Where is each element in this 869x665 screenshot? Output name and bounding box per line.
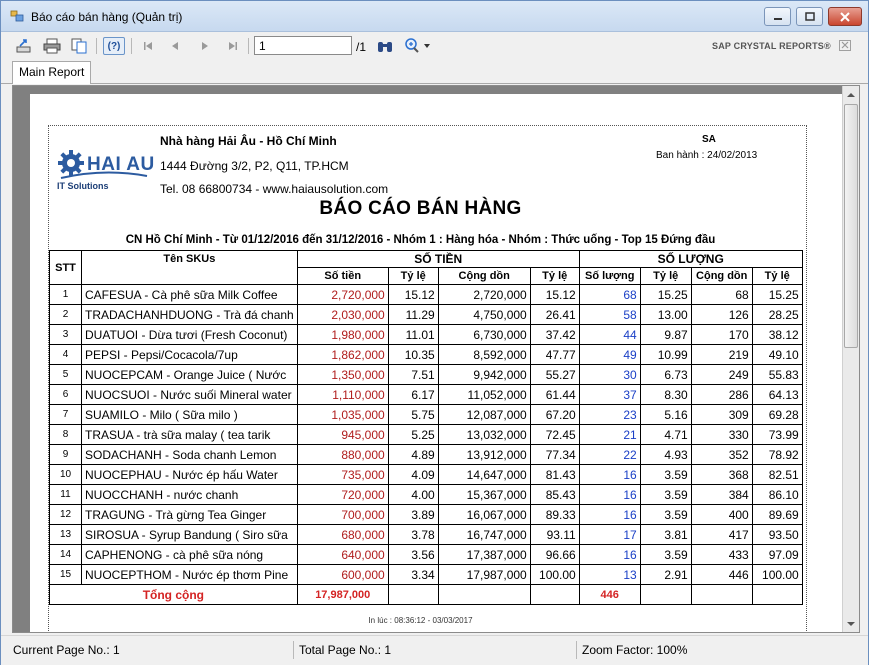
row-cumulative: 2,720,000: [438, 285, 530, 305]
print-button[interactable]: [42, 37, 62, 55]
printed-timestamp: In lúc : 08:36:12 - 03/03/2017: [368, 616, 473, 625]
report-subtitle: CN Hồ Chí Minh - Từ 01/12/2016 đến 31/12/2016 - Nhóm 1 : Hàng hóa - Nhóm : Thức uống - Top 15 Đứng đầu: [125, 234, 716, 246]
scroll-down-button[interactable]: [843, 615, 859, 632]
row-rate: 4.89: [388, 445, 438, 465]
row-qty-cumulative: 352: [691, 445, 752, 465]
row-qty-rate-cumulative: 89.69: [752, 505, 802, 525]
table-row: [50, 365, 803, 385]
copy-button[interactable]: [69, 37, 89, 55]
header-sku: Tên SKUs: [82, 251, 298, 285]
issued-date: Ban hành : 24/02/2013: [656, 150, 758, 161]
row-rate: 5.75: [388, 405, 438, 425]
row-stt: 15: [50, 565, 82, 585]
row-qty-rate: 4.71: [640, 425, 691, 445]
row-rate-cumulative: 72.45: [530, 425, 579, 445]
header-rate: Tỷ lệ: [388, 268, 438, 285]
close-window-button[interactable]: [828, 7, 862, 26]
row-cumulative: 16,747,000: [438, 525, 530, 545]
maximize-icon: [805, 12, 815, 22]
row-amount: 1,350,000: [297, 365, 388, 385]
row-rate-cumulative: 77.34: [530, 445, 579, 465]
row-qty-rate: 5.16: [640, 405, 691, 425]
table-row: [50, 405, 803, 425]
row-qty-rate: 6.73: [640, 365, 691, 385]
row-qty: 30: [579, 365, 640, 385]
row-qty-rate-cumulative: 49.10: [752, 345, 802, 365]
row-stt: 6: [50, 385, 82, 405]
header-qty: Số lượng: [579, 268, 640, 285]
row-stt: 1: [50, 285, 82, 305]
row-rate-cumulative: 55.27: [530, 365, 579, 385]
row-sku: NUOCEPCAM - Orange Juice ( Nước: [82, 365, 298, 385]
minimize-icon: [773, 12, 783, 22]
row-sku: SUAMILO - Milo ( Sữa milo ): [82, 405, 298, 425]
last-page-icon: [227, 40, 239, 52]
row-qty-rate-cumulative: 69.28: [752, 405, 802, 425]
row-qty: 16: [579, 505, 640, 525]
row-cumulative: 14,647,000: [438, 465, 530, 485]
row-stt: 5: [50, 365, 82, 385]
report-viewer: [12, 85, 860, 633]
row-qty: 16: [579, 465, 640, 485]
row-qty: 68: [579, 285, 640, 305]
vertical-scrollbar[interactable]: [842, 86, 859, 632]
row-sku: PEPSI - Pepsi/Cocacola/7up: [82, 345, 298, 365]
scroll-thumb[interactable]: [844, 104, 858, 348]
company-name: Nhà hàng Hải Âu - Hồ Chí Minh: [160, 134, 337, 148]
total-empty-cell: [691, 585, 752, 605]
row-rate: 4.00: [388, 485, 438, 505]
company-contact: Tel. 08 66800734 - www.haiausolution.com: [160, 182, 389, 196]
tab-main-report[interactable]: Main Report: [12, 61, 91, 84]
row-rate-cumulative: 81.43: [530, 465, 579, 485]
current-page-status: Current Page No.: 1: [11, 641, 294, 659]
row-qty-cumulative: 446: [691, 565, 752, 585]
row-qty-cumulative: 170: [691, 325, 752, 345]
row-qty: 21: [579, 425, 640, 445]
row-rate: 11.29: [388, 305, 438, 325]
row-qty-cumulative: 219: [691, 345, 752, 365]
close-icon: [840, 12, 850, 22]
total-row: [50, 585, 803, 605]
close-icon: [841, 41, 849, 49]
row-amount: 1,035,000: [297, 405, 388, 425]
row-stt: 8: [50, 425, 82, 445]
toolbar-separator: [248, 38, 249, 54]
table-row: [50, 285, 803, 305]
row-amount: 880,000: [297, 445, 388, 465]
row-qty-rate: 4.93: [640, 445, 691, 465]
row-rate: 10.35: [388, 345, 438, 365]
row-stt: 11: [50, 485, 82, 505]
first-page-button[interactable]: [138, 37, 158, 55]
row-rate-cumulative: 47.77: [530, 345, 579, 365]
header-stt: STT: [50, 251, 82, 285]
table-row: [50, 305, 803, 325]
total-page-status: Total Page No.: 1: [297, 641, 577, 659]
row-stt: 9: [50, 445, 82, 465]
row-qty: 17: [579, 525, 640, 545]
row-stt: 14: [50, 545, 82, 565]
report-code: SA: [702, 134, 716, 145]
table-row: [50, 485, 803, 505]
total-label: Tổng cộng: [50, 585, 298, 605]
row-cumulative: 4,750,000: [438, 305, 530, 325]
row-qty-rate-cumulative: 97.09: [752, 545, 802, 565]
row-qty-cumulative: 286: [691, 385, 752, 405]
row-qty-rate-cumulative: 93.50: [752, 525, 802, 545]
row-qty: 44: [579, 325, 640, 345]
row-qty-cumulative: 368: [691, 465, 752, 485]
row-rate: 5.25: [388, 425, 438, 445]
zoom-button[interactable]: [403, 37, 433, 55]
next-page-icon: [199, 40, 211, 52]
row-cumulative: 6,730,000: [438, 325, 530, 345]
header-rate-cumulative: Tỷ lệ: [530, 268, 579, 285]
row-qty: 37: [579, 385, 640, 405]
row-amount: 680,000: [297, 525, 388, 545]
row-sku: TRAGUNG - Trà gừng Tea Ginger: [82, 505, 298, 525]
table-row: [50, 385, 803, 405]
row-stt: 3: [50, 325, 82, 345]
row-rate: 15.12: [388, 285, 438, 305]
row-qty-rate: 13.00: [640, 305, 691, 325]
row-rate-cumulative: 37.42: [530, 325, 579, 345]
row-sku: TRADACHANHDUONG - Trà đá chanh: [82, 305, 298, 325]
report-title: BÁO CÁO BÁN HÀNG: [319, 198, 522, 219]
help-icon: (?): [107, 40, 121, 52]
row-sku: NUOCSUOI - Nước suối Mineral water: [82, 385, 298, 405]
row-qty-rate: 3.59: [640, 465, 691, 485]
row-qty-rate: 3.59: [640, 485, 691, 505]
row-qty: 23: [579, 405, 640, 425]
row-stt: 12: [50, 505, 82, 525]
status-bar: [1, 635, 868, 665]
row-qty: 13: [579, 565, 640, 585]
row-stt: 4: [50, 345, 82, 365]
row-qty: 16: [579, 545, 640, 565]
row-rate: 3.78: [388, 525, 438, 545]
total-empty-cell: [752, 585, 802, 605]
row-qty-cumulative: 126: [691, 305, 752, 325]
row-rate-cumulative: 85.43: [530, 485, 579, 505]
export-icon: [15, 38, 33, 54]
row-cumulative: 16,067,000: [438, 505, 530, 525]
row-rate-cumulative: 93.11: [530, 525, 579, 545]
row-sku: SODACHANH - Soda chanh Lemon: [82, 445, 298, 465]
sales-table: [49, 250, 803, 605]
row-amount: 1,110,000: [297, 385, 388, 405]
header-qty-cumulative: Cộng dồn: [691, 268, 752, 285]
row-qty-cumulative: 68: [691, 285, 752, 305]
row-qty-cumulative: 384: [691, 485, 752, 505]
copy-icon: [70, 38, 88, 54]
title-bar: [1, 1, 868, 32]
row-rate: 7.51: [388, 365, 438, 385]
row-cumulative: 17,987,000: [438, 565, 530, 585]
toolbar-separator: [96, 38, 97, 54]
row-qty-rate-cumulative: 64.13: [752, 385, 802, 405]
crystal-reports-brand: SAP CRYSTAL REPORTS®: [712, 41, 831, 51]
last-page-button[interactable]: [223, 37, 243, 55]
row-rate: 11.01: [388, 325, 438, 345]
logo-text: HAI AU: [87, 154, 155, 175]
company-logo: [51, 134, 155, 206]
previous-page-button[interactable]: [165, 37, 185, 55]
header-qty-rate: Tỷ lệ: [640, 268, 691, 285]
row-rate-cumulative: 67.20: [530, 405, 579, 425]
binoculars-icon: [376, 38, 394, 54]
row-cumulative: 15,367,000: [438, 485, 530, 505]
header-amount: Số tiền: [297, 268, 388, 285]
table-row: [50, 505, 803, 525]
row-cumulative: 8,592,000: [438, 345, 530, 365]
row-sku: TRASUA - trà sữa malay ( tea tarik: [82, 425, 298, 445]
arrow-down-icon: [847, 621, 855, 627]
previous-page-icon: [169, 40, 181, 52]
header-money-group: SỐ TIỀN: [297, 251, 579, 268]
find-button[interactable]: [375, 37, 395, 55]
row-amount: 735,000: [297, 465, 388, 485]
row-qty-rate-cumulative: 28.25: [752, 305, 802, 325]
row-qty-rate-cumulative: 86.10: [752, 485, 802, 505]
row-qty: 49: [579, 345, 640, 365]
viewer-toolbar: [1, 32, 868, 60]
total-qty: 446: [579, 585, 640, 605]
row-qty-cumulative: 330: [691, 425, 752, 445]
row-sku: CAPHENONG - cà phê sữa nóng: [82, 545, 298, 565]
scroll-up-button[interactable]: [843, 86, 859, 103]
row-amount: 700,000: [297, 505, 388, 525]
table-row: [50, 545, 803, 565]
row-qty-rate: 3.59: [640, 545, 691, 565]
row-amount: 1,862,000: [297, 345, 388, 365]
page-total-label: /1: [356, 40, 367, 54]
row-qty-rate-cumulative: 38.12: [752, 325, 802, 345]
row-qty-rate-cumulative: 100.00: [752, 565, 802, 585]
row-cumulative: 12,087,000: [438, 405, 530, 425]
row-qty-cumulative: 417: [691, 525, 752, 545]
table-row: [50, 345, 803, 365]
row-rate: 3.34: [388, 565, 438, 585]
row-rate-cumulative: 96.66: [530, 545, 579, 565]
row-amount: 720,000: [297, 485, 388, 505]
zoom-status: Zoom Factor: 100%: [582, 643, 688, 657]
help-button[interactable]: [103, 37, 125, 55]
row-stt: 7: [50, 405, 82, 425]
total-empty-cell: [640, 585, 691, 605]
row-amount: 600,000: [297, 565, 388, 585]
row-qty-rate: 15.25: [640, 285, 691, 305]
row-sku: SIROSUA - Syrup Bandung ( Siro sữa: [82, 525, 298, 545]
row-sku: DUATUOI - Dừa tươi (Fresh Coconut): [82, 325, 298, 345]
row-amount: 2,030,000: [297, 305, 388, 325]
next-page-button[interactable]: [195, 37, 215, 55]
row-qty: 58: [579, 305, 640, 325]
row-qty-rate-cumulative: 78.92: [752, 445, 802, 465]
row-rate: 4.09: [388, 465, 438, 485]
table-row: [50, 465, 803, 485]
total-empty-cell: [388, 585, 438, 605]
total-empty-cell: [530, 585, 579, 605]
row-cumulative: 11,052,000: [438, 385, 530, 405]
report-tabs: [1, 60, 868, 84]
page-number-input[interactable]: [254, 36, 352, 55]
minimize-button[interactable]: [764, 7, 791, 26]
header-cumulative: Cộng dồn: [438, 268, 530, 285]
total-amount: 17,987,000: [297, 585, 388, 605]
row-cumulative: 17,387,000: [438, 545, 530, 565]
zoom-icon: [404, 38, 432, 54]
app-window-icon: [10, 9, 24, 23]
row-qty: 16: [579, 485, 640, 505]
row-qty-rate: 3.81: [640, 525, 691, 545]
maximize-button[interactable]: [796, 7, 823, 26]
arrow-up-icon: [847, 92, 855, 98]
table-row: [50, 425, 803, 445]
row-stt: 2: [50, 305, 82, 325]
table-row: [50, 565, 803, 585]
row-qty-rate-cumulative: 82.51: [752, 465, 802, 485]
row-cumulative: 13,032,000: [438, 425, 530, 445]
row-sku: NUOCEPTHOM - Nước ép thơm Pine: [82, 565, 298, 585]
row-qty-cumulative: 400: [691, 505, 752, 525]
row-amount: 945,000: [297, 425, 388, 445]
row-rate-cumulative: 100.00: [530, 565, 579, 585]
row-sku: NUOCCHANH - nước chanh: [82, 485, 298, 505]
row-qty-cumulative: 249: [691, 365, 752, 385]
row-rate-cumulative: 89.33: [530, 505, 579, 525]
table-row: [50, 525, 803, 545]
row-qty-rate-cumulative: 73.99: [752, 425, 802, 445]
printer-icon: [43, 38, 61, 54]
row-rate-cumulative: 15.12: [530, 285, 579, 305]
row-qty-rate-cumulative: 15.25: [752, 285, 802, 305]
row-stt: 13: [50, 525, 82, 545]
table-row: [50, 325, 803, 345]
logo-subtitle: IT Solutions: [57, 181, 109, 191]
company-address: 1444 Đường 3/2, P2, Q11, TP.HCM: [160, 159, 349, 173]
row-qty-rate: 2.91: [640, 565, 691, 585]
row-cumulative: 13,912,000: [438, 445, 530, 465]
row-qty: 22: [579, 445, 640, 465]
row-rate: 6.17: [388, 385, 438, 405]
row-qty-rate: 10.99: [640, 345, 691, 365]
row-qty-rate: 8.30: [640, 385, 691, 405]
row-qty-rate: 3.59: [640, 505, 691, 525]
table-row: [50, 445, 803, 465]
row-qty-rate-cumulative: 55.83: [752, 365, 802, 385]
row-rate-cumulative: 61.44: [530, 385, 579, 405]
row-rate-cumulative: 26.41: [530, 305, 579, 325]
row-qty-rate: 9.87: [640, 325, 691, 345]
row-stt: 10: [50, 465, 82, 485]
row-sku: NUOCEPHAU - Nước ép hấu Water: [82, 465, 298, 485]
toolbar-separator: [131, 38, 132, 54]
header-qty-group: SỐ LƯỢNG: [579, 251, 802, 268]
row-amount: 2,720,000: [297, 285, 388, 305]
row-amount: 1,980,000: [297, 325, 388, 345]
first-page-icon: [142, 40, 154, 52]
close-viewer-button[interactable]: [839, 40, 851, 51]
export-button[interactable]: [14, 37, 34, 55]
header-qty-rate-cumulative: Tỷ lệ: [752, 268, 802, 285]
row-rate: 3.56: [388, 545, 438, 565]
row-amount: 640,000: [297, 545, 388, 565]
row-qty-cumulative: 309: [691, 405, 752, 425]
row-qty-cumulative: 433: [691, 545, 752, 565]
row-sku: CAFESUA - Cà phê sữa Milk Coffee: [82, 285, 298, 305]
row-rate: 3.89: [388, 505, 438, 525]
row-cumulative: 9,942,000: [438, 365, 530, 385]
total-empty-cell: [438, 585, 530, 605]
report-page: [30, 94, 842, 633]
window-title: Báo cáo bán hàng (Quản trị): [31, 10, 183, 24]
